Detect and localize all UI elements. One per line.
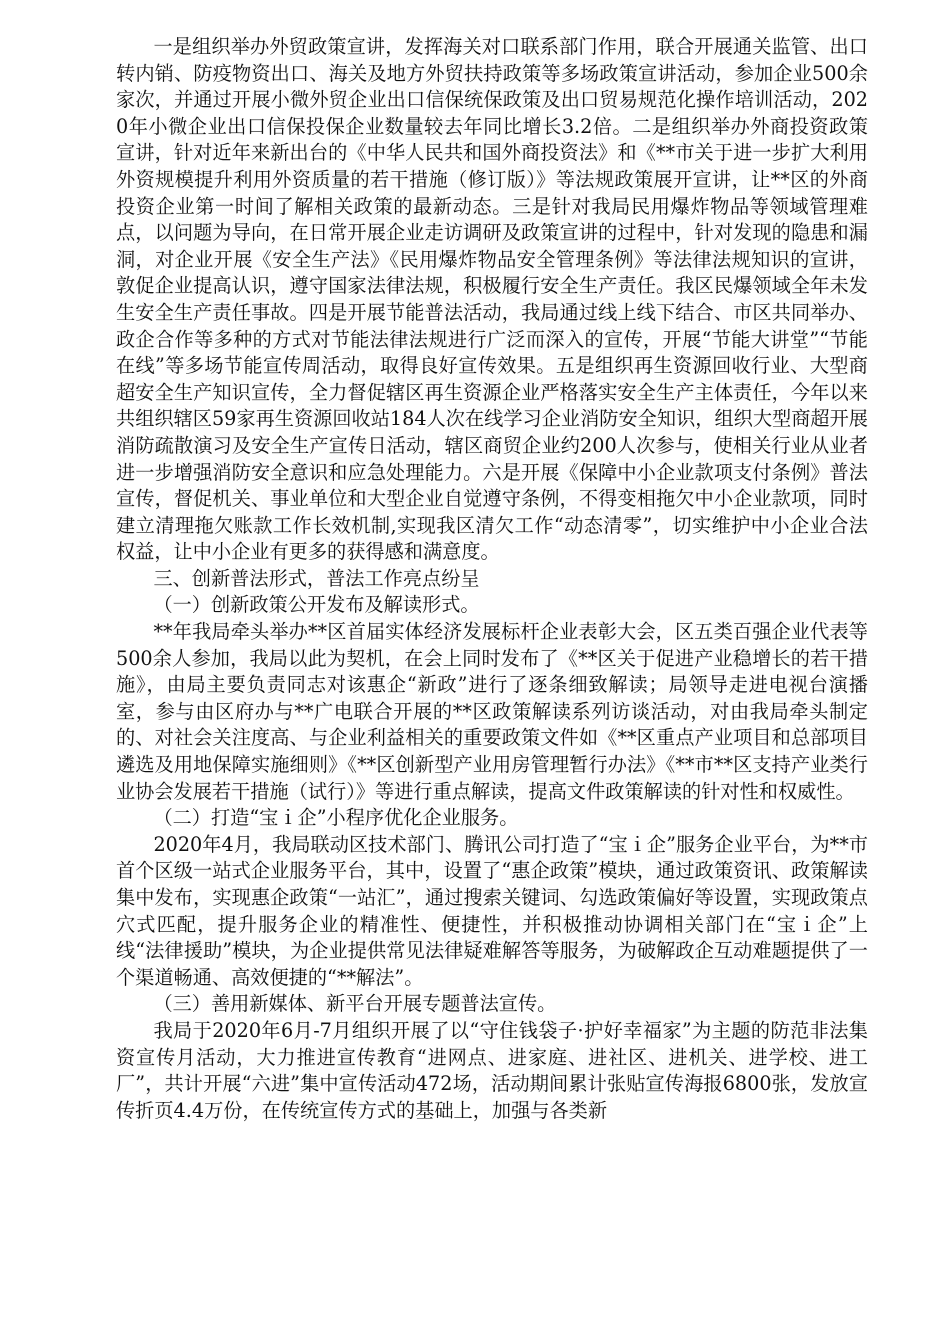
body-paragraph-3: 2020年4月，我局联动区技术部门、腾讯公司打造了“宝ｉ企”服务企业平台，为**市首个区级一站式企业服务平台，其中，设置了“惠企政策”模块，通过政策资讯、政策解读集中发布，实现惠企政策“一站汇”，通过搜索关键词、勾选政策偏好等设置，实现政策点穴式匹配，提升服务企业的精准性、便捷性，并积极推动协调相关部门在“宝ｉ企”上线“法律援助”模块，为企业提供常见法律疑难解答等服务，为破解政企互动难题提供了一个渠道畅通、高效便捷的“**解法”。	[116, 832, 868, 989]
body-paragraph-1: 一是组织举办外贸政策宣讲，发挥海关对口联系部门作用，联合开展通关监管、出口转内销、防疫物资出口、海关及地方外贸扶持政策等多场政策宣讲活动，参加企业500余家次，并通过开展小微外贸企业出口信保统保政策及出口贸易规范化操作培训活动，2020年小微企业出口信保投保企业数量较去年同比增长3.2倍。二是组织举办外商投资政策宣讲，针对近年来新出台的《中华人民共和国外商投资法》和《**市关于进一步扩大利用外资规模提升利用外资质量的若干措施（修订版）》等法规政策展开宣讲，让**区的外商投资企业第一时间了解相关政策的最新动态。三是针对我局民用爆炸物品等领域管理难点，以问题为导向，在日常开展企业走访调研及政策宣讲的过程中，针对发现的隐患和漏洞，对企业开展《安全生产法》《民用爆炸物品安全管理条例》等法律法规知识的宣讲，敦促企业提高认识，遵守国家法律法规，积极履行安全生产责任。我区民爆领域全年未发生安全生产责任事故。四是开展节能普法活动，我局通过线上线下结合、市区共同举办、政企合作等多种的方式对节能法律法规进行广泛而深入的宣传，开展“节能大讲堂”“节能在线”等多场节能宣传周活动，取得良好宣传效果。五是组织再生资源回收行业、大型商超安全生产知识宣传，全力督促辖区再生资源企业严格落实安全生产主体责任，今年以来共组织辖区59家再生资源回收站184人次在线学习企业消防安全知识，组织大型商超开展消防疏散演习及安全生产宣传日活动，辖区商贸企业约200人次参与，使相关行业从业者进一步增强消防安全意识和应急处理能力。六是开展《保障中小企业款项支付条例》普法宣传，督促机关、事业单位和大型企业自觉遵守条例，不得变相拖欠中小企业款项，同时建立清理拖欠账款工作长效机制,实现我区清欠工作“动态清零”，切实维护中小企业合法权益，让中小企业有更多的获得感和满意度。	[116, 35, 868, 564]
body-paragraph-2: **年我局牵头举办**区首届实体经济发展标杆企业表彰大会，区五类百强企业代表等500余人参加，我局以此为契机，在会上同时发布了《**区关于促进产业稳增长的若干措施》，由局主要负责同志对该惠企“新政”进行了逐条细致解读；局领导走进电视台演播室，参与由区府办与**广电联合开展的**区政策解读系列访谈活动，对由我局牵头制定的、对社会关注度高、与企业利益相关的重要政策文件如《**区重点产业项目和总部项目遴选及用地保障实施细则》《**区创新型产业用房管理暂行办法》《**市**区支持产业类行业协会发展若干措施（试行）》等进行重点解读，提高文件政策解读的针对性和权威性。	[116, 620, 868, 803]
subsection-heading-1: （一）创新政策公开发布及解读形式。	[153, 593, 480, 617]
subsection-heading-2: （二）打造“宝ｉ企”小程序优化企业服务。	[153, 806, 519, 830]
subsection-heading-3: （三）善用新媒体、新平台开展专题普法宣传。	[153, 992, 557, 1016]
body-paragraph-4: 我局于2020年6月-7月组织开展了以“守住钱袋子·护好幸福家”为主题的防范非法集资宣传月活动，大力推进宣传教育“进网点、进家庭、进社区、进机关、进学校、进工厂”，共计开展“六进”集中宣传活动472场，活动期间累计张贴宣传海报6800张，发放宣传折页4.4万份，在传统宣传方式的基础上，加强与各类新	[116, 1018, 868, 1122]
section-heading-3: 三、创新普法形式，普法工作亮点纷呈	[153, 566, 480, 590]
